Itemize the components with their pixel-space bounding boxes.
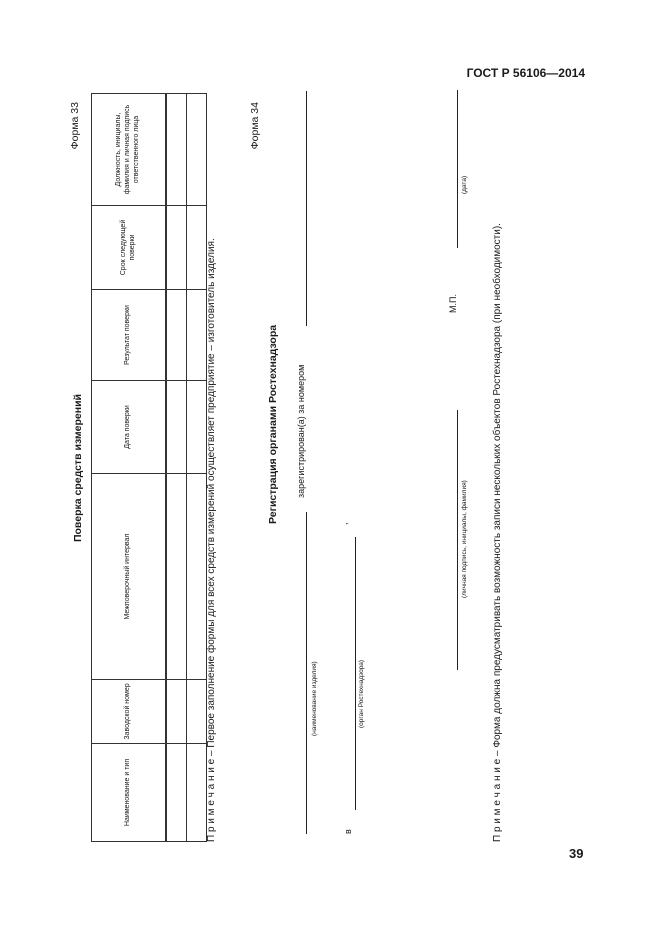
table-cell[interactable] <box>187 744 207 842</box>
table-cell[interactable] <box>166 744 187 842</box>
registration-number-line[interactable] <box>306 91 307 326</box>
product-name-line[interactable] <box>306 512 307 834</box>
signature-caption: (личная подпись, инициалы, фамилия) <box>461 480 468 598</box>
date-caption: (дата) <box>461 175 468 194</box>
registered-text: зарегистрирован(а) за номером <box>296 364 306 498</box>
column-header: Заводской номер <box>92 680 167 744</box>
stamp-mark: М.П. <box>448 294 458 313</box>
table-cell[interactable] <box>166 680 187 744</box>
organ-caption: (орган Ростехнадзора) <box>358 659 365 728</box>
column-header: Дата поверки <box>92 381 167 474</box>
table-cell[interactable] <box>166 381 187 474</box>
table-cell[interactable] <box>166 474 187 680</box>
table-header-row <box>92 94 167 842</box>
table-cell[interactable] <box>187 94 207 206</box>
rostekhnadzor-organ-line[interactable] <box>355 537 356 810</box>
column-header: Срок следующей поверки <box>92 206 167 290</box>
form34-title: Регистрация органами Ростехнадзора <box>267 324 279 524</box>
form34-note: П р и м е ч а н и е – Форма должна предусматривать возможность записи нескольких объектов Ростехнадзора (при необходимости). <box>492 223 503 842</box>
form33-note: П р и м е ч а н и е – Первое заполнение формы для всех средств измерений осуществляет предприятие – изготовитель изделия. <box>206 238 217 842</box>
signature-line[interactable] <box>457 410 458 670</box>
prefix-v: в <box>343 829 353 834</box>
table-row <box>187 94 207 842</box>
column-header: Результат поверки <box>92 290 167 381</box>
table-cell[interactable] <box>187 474 207 680</box>
form33-label: Форма 33 <box>69 102 81 150</box>
standard-code: ГОСТ Р 56106—2014 <box>466 66 585 80</box>
table-cell[interactable] <box>187 680 207 744</box>
date-line[interactable] <box>457 90 458 248</box>
form34-label: Форма 34 <box>249 102 261 150</box>
product-name-caption: (наименование изделия) <box>311 661 318 736</box>
measurement-table <box>91 93 207 842</box>
table-cell[interactable] <box>166 206 187 290</box>
table-cell[interactable] <box>187 206 207 290</box>
table-row <box>166 94 187 842</box>
form33-title: Поверка средств измерений <box>72 393 84 543</box>
table-cell[interactable] <box>166 94 187 206</box>
table-cell[interactable] <box>166 290 187 381</box>
column-header: Межповерочный интервал <box>92 474 167 680</box>
rotated-page-content <box>65 88 585 858</box>
comma-mark: , <box>339 522 349 525</box>
table-cell[interactable] <box>187 381 207 474</box>
column-header: Наименование и тип <box>92 744 167 842</box>
table-cell[interactable] <box>187 290 207 381</box>
page-number: 39 <box>569 846 584 861</box>
column-header: Должность, инициалы, фамилия и личная подпись ответственного лица <box>92 94 167 206</box>
